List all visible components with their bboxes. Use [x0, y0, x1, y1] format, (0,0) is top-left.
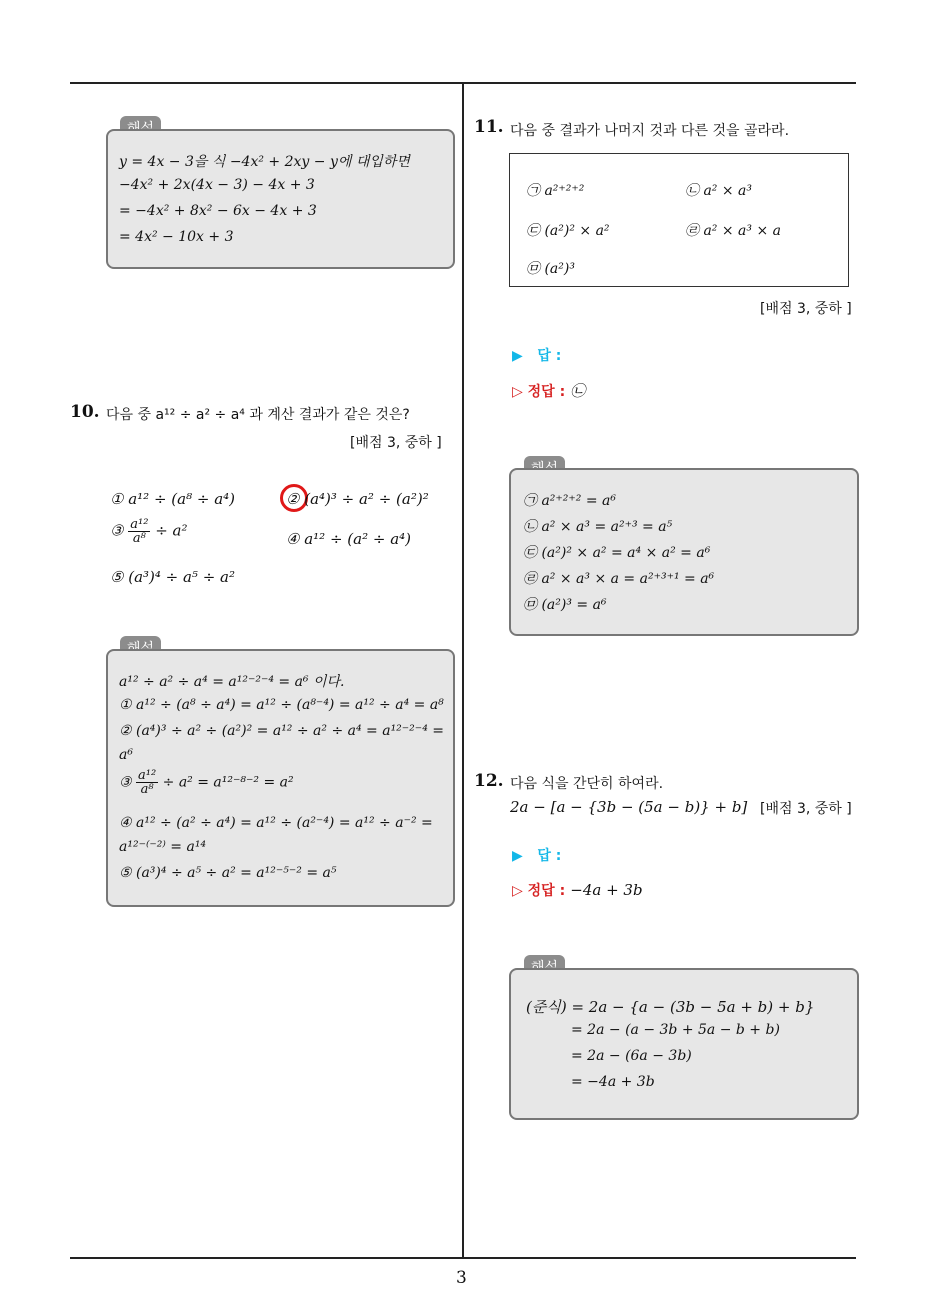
option-d[interactable]: ㉣ a² × a³ × a [685, 223, 781, 239]
option-3[interactable] [110, 518, 188, 545]
solution-line: ㉠ a²⁺²⁺² = a⁶ [523, 493, 617, 509]
solution-line: ㉢ (a²)² × a² = a⁴ × a² = a⁶ [523, 545, 711, 561]
solution-line: ② (a⁴)³ ÷ a² ÷ (a²)² = a¹² ÷ a² ÷ a⁴ = a¹²⁻²⁻⁴ = [119, 723, 444, 739]
question-number: 10. [70, 402, 100, 422]
outline-play-icon: ▷ [512, 384, 528, 400]
points-label: [배점 3, 중하 ] [350, 435, 442, 451]
solution-line: ㉡ a² × a³ = a²⁺³ = a⁵ [523, 519, 673, 535]
option-1[interactable]: ① a¹² ÷ (a⁸ ÷ a⁴) [110, 490, 236, 508]
solution-line: ⑤ (a³)⁴ ÷ a⁵ ÷ a² = a¹²⁻⁵⁻² = a⁵ [119, 865, 337, 881]
solution-box [509, 968, 859, 1120]
solution-line: (준식) = 2a − {a − (3b − 5a + b) + b} [526, 998, 815, 1016]
options-box [509, 153, 849, 287]
answer-row [512, 845, 561, 865]
correct-value: −4a + 3b [570, 881, 643, 899]
solution-line: y = 4x − 3을 식 −4x² + 2xy − y에 대입하면 [119, 154, 410, 170]
correct-value: ㉡ [570, 382, 586, 400]
fraction [128, 518, 150, 545]
solution-line: −4x² + 2x(4x − 3) − 4x + 3 [119, 177, 315, 193]
outline-play-icon: ▷ [512, 883, 528, 899]
option-b[interactable]: ㉡ a² × a³ [685, 183, 752, 199]
points-label: [배점 3, 중하 ] [760, 801, 852, 817]
denominator: a⁸ [140, 782, 154, 797]
option-e[interactable]: ㉤ (a²)³ [526, 261, 575, 277]
option-a[interactable]: ㉠ a²⁺²⁺² [526, 183, 585, 199]
column-divider [462, 84, 464, 1258]
option-3-tail: ÷ a² [155, 521, 188, 540]
solution-box [106, 649, 455, 907]
tail: ÷ a² = a¹²⁻⁸⁻² = a² [162, 774, 294, 791]
solution-box [106, 129, 455, 269]
option-4[interactable]: ④ a¹² ÷ (a² ÷ a⁴) [286, 530, 412, 548]
points-label: [배점 3, 중하 ] [760, 301, 852, 317]
solution-line: a¹² ÷ a² ÷ a⁴ = a¹²⁻²⁻⁴ = a⁶ 이다. [119, 674, 345, 690]
correct-answer-row [512, 380, 585, 401]
numerator: a¹² [130, 517, 149, 532]
marker: ③ [119, 774, 132, 791]
fraction [136, 769, 158, 796]
correct-label: 정답 : [527, 384, 566, 400]
solution-line: = 4x² − 10x + 3 [119, 229, 234, 245]
solution-line: = −4x² + 8x² − 6x − 4x + 3 [119, 203, 317, 219]
play-icon: ▶ [512, 848, 538, 864]
solution-line: a⁶ [119, 747, 133, 763]
question-number: 11. [474, 117, 504, 137]
solution-box [509, 468, 859, 636]
correct-answer-row [512, 880, 643, 900]
correct-label: 정답 : [527, 883, 566, 899]
question-expression: 2a − [a − {3b − (5a − b)} + b] [510, 798, 748, 816]
solution-line: = 2a − (6a − 3b) [571, 1048, 692, 1064]
solution-line: ㉤ (a²)³ = a⁶ [523, 597, 607, 613]
solution-line: = −4a + 3b [571, 1074, 655, 1090]
answer-label: 답 : [537, 348, 562, 364]
play-icon: ▶ [512, 348, 538, 364]
option-2[interactable]: ② (a⁴)³ ÷ a² ÷ (a²)² [286, 490, 429, 508]
denominator: a⁸ [132, 531, 146, 546]
numerator: a¹² [138, 768, 157, 783]
answer-label: 답 : [537, 848, 562, 864]
option-5[interactable]: ⑤ (a³)⁴ ÷ a⁵ ÷ a² [110, 568, 236, 586]
solution-line [119, 769, 294, 796]
option-3-marker: ③ [110, 521, 124, 540]
solution-line: a¹²⁻⁽⁻²⁾ = a¹⁴ [119, 839, 207, 855]
option-c[interactable]: ㉢ (a²)² × a² [526, 223, 610, 239]
answer-row [512, 345, 561, 365]
question-stem: 다음 중 결과가 나머지 것과 다른 것을 골라라. [510, 123, 790, 139]
solution-line: ① a¹² ÷ (a⁸ ÷ a⁴) = a¹² ÷ (a⁸⁻⁴) = a¹² ÷ a⁴ = a⁸ [119, 697, 444, 713]
question-stem: 다음 중 a¹² ÷ a² ÷ a⁴ 과 계산 결과가 같은 것은? [106, 407, 410, 423]
solution-line: ④ a¹² ÷ (a² ÷ a⁴) = a¹² ÷ (a²⁻⁴) = a¹² ÷ a⁻² = [119, 815, 433, 831]
page-number: 3 [456, 1268, 467, 1288]
question-number: 12. [474, 771, 504, 791]
solution-line: = 2a − (a − 3b + 5a − b + b) [571, 1022, 780, 1038]
question-stem: 다음 식을 간단히 하여라. [510, 776, 664, 792]
bottom-rule [70, 1257, 856, 1259]
solution-line: ㉣ a² × a³ × a = a²⁺³⁺¹ = a⁶ [523, 571, 715, 587]
